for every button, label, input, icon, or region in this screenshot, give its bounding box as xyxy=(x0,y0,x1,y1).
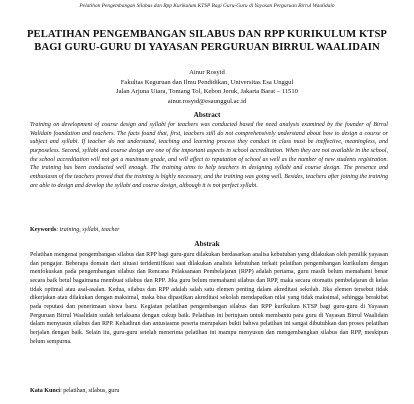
keywords-line xyxy=(30,226,388,235)
abstract-heading: Abstract xyxy=(193,111,221,119)
title-line-1: PELATIHAN PENGEMBANGAN SILABUS DAN RPP KURIKULUM KTSP xyxy=(26,29,388,40)
kata-kunci-value: : pelatihan, silabus, guru xyxy=(60,388,120,394)
abstract-english: Training on development of course design and syllabi for teachers was conducted based the need analysis examined by the founder of Birrul Walidain foundation and teachers. The facts found that, first, teachers still do not comprehensively understand about how to design a course or subject and syllabi. If teacher do not understand, teaching and learning process they conduct in class must be ineffective, meaningless, and purposeless. Second, syllabi and course design are one of the important aspects in school accreditation. When they are not available in the school, the school accreditation will not get a maximum grade, and will affect to reputation of school as well as the number of new students registration. The training has been conducted well enough. The training aims to help teachers in designing syllabi and course design. The presence and enthusiasm of the teachers proved that the training is highly necessary, and the training was going well. Besides, teachers after joining the training are able to design and develop the syllabi and course design, although it is not perfect syllabi. xyxy=(30,122,388,189)
author-name: Ainur Rosyid xyxy=(189,69,225,76)
kata-kunci-line xyxy=(30,387,388,396)
running-header: Pelatihan Pengembangan Silabus dan Rpp Kurikulum KTSP Bagi Guru-Guru di Yayasan Perguruan Birrul Waalidain xyxy=(79,3,335,9)
author-address: Jalan Arjuna Utara, Tomang Tol, Kebon Jeruk, Jakarta Barat – 11510 xyxy=(116,88,298,96)
author-affiliation: Fakultas Keguruan dan Ilmu Pendidikan, Universitas Esa Unggul xyxy=(120,78,294,86)
title-line-2: BAGI GURU-GURU DI YAYASAN PERGURUAN BIRRUL WAALIDAIN xyxy=(34,42,380,53)
author-email: ainur.rosyid@esaunggul.ac.id xyxy=(167,97,247,105)
keywords-label: Keywords xyxy=(30,227,57,233)
abstrak-indonesian: Pelatihan mengenai pengembangan silabus dan RPP bagi guru-guru dilakukan berdasarkan analisa kebutuhan yang dilakukan oleh pemilik yayasan dan pengajar. Beberapa domain dari situasi teridentifikasi saat dilakukan analisis kebutuhan terkait pelatihan pengembangan kurikulum dengan menfokuskan pada pengembangan silabus dan Rencana Pelaksanaan Pembelajaran (RPP) adalah pertama, guru masih belum memahami benar secara baik betul bagaimana membuat silabus dan RPP. Jika guru belum memahami silabus dan RPP, maka secara otomatis pembelajaran di kelas tidak optimal atau asal-asalan. Kedua, silabus dan RPP adalah salah satu elemen penting dalam akreditasi sekolah. Jika elemen tersebut tidak dikerjakan atau dilakukan dengan maksimal, maka bisa dipastikan akreditasi sekolah mendapatkan nilai yang tidak maksimal, sehingga berakibat pada reputasi dan penerimaan siswa baru. Kegiatan pelatihan pengembangan silabus dan RPP kurikulum KTSP bagi guru-guru di Yayasan Perguruan Birrul Waalidain sudah terlaksana dengan cukup baik. Pelatihan ini bertujuan untuk membantu para guru di Yayasan Birrul Waalidain dalam menyusun silabus dan RPP. Kehadiran dan antusiasme peserta merupakan bukti bahwa pelatihan ini sangat dibutuhkan dan proses pelatihan berjalan dengan baik. Selain itu, guru-guru setelah menerima pelatihan ini mampu menyusun dan mengembangkan silabus dan RPP, meskipun belum sempurna. xyxy=(30,252,388,345)
kata-kunci-label: Kata Kunci xyxy=(30,388,61,394)
keywords-value: : training, syllabi, teacher xyxy=(56,227,120,233)
paper-title xyxy=(20,28,394,54)
author-block xyxy=(20,68,394,106)
abstrak-heading: Abstrak xyxy=(194,240,220,248)
